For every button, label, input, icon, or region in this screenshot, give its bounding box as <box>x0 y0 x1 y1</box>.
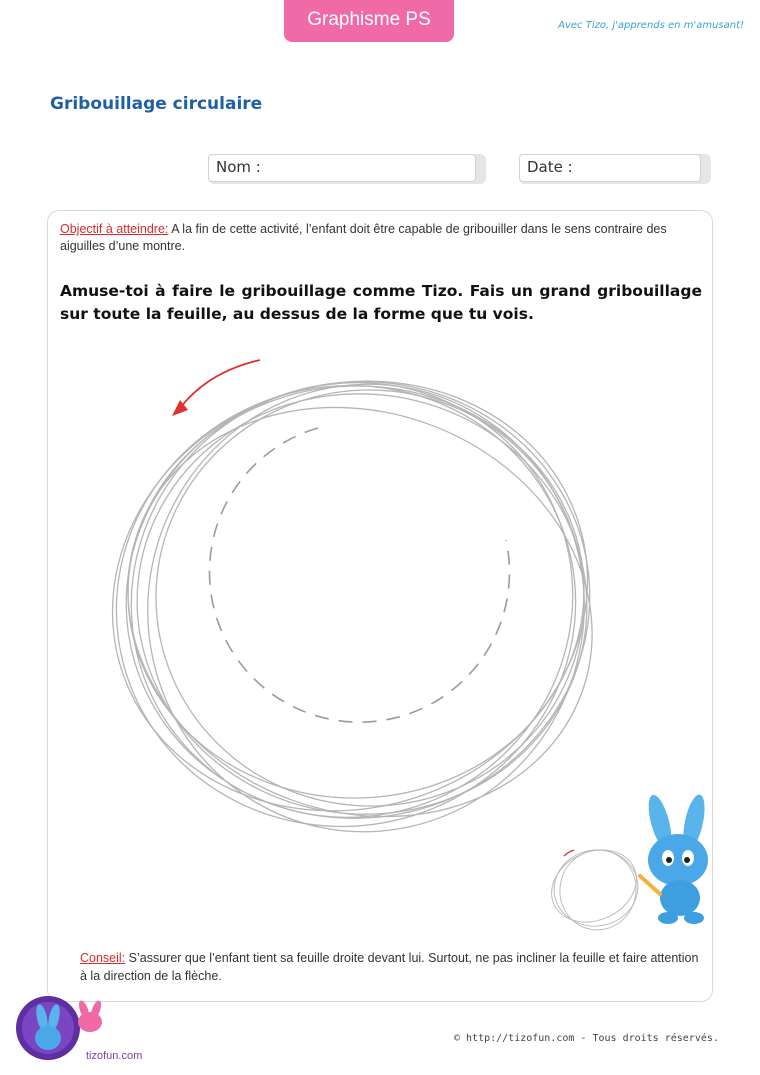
objective-text: A la fin de cette activité, l’enfant doit être capable de gribouiller dans le sens contraire des aiguilles d’une montre. <box>60 222 667 253</box>
copyright: © http://tizofun.com - Tous droits réservés. <box>454 1033 719 1044</box>
objective-label: Objectif à atteindre: <box>60 222 169 236</box>
name-label: Nom : <box>216 158 261 176</box>
direction-arrow <box>180 360 260 408</box>
advice-text: S’assurer que l’enfant tient sa feuille droite devant lui. Surtout, ne pas incliner la feuille et faire attention à la direction de la flèche. <box>80 951 699 983</box>
rabbit-icon <box>640 793 709 924</box>
advice <box>80 949 700 985</box>
tagline: Avec Tizo, j'apprends en m'amusant! <box>558 20 744 31</box>
page-title: Gribouillage circulaire <box>50 94 263 114</box>
header-tab: Graphisme PS <box>284 0 454 42</box>
instruction-text: Amuse-toi à faire le gribouillage comme Tizo. Fais un grand gribouillage sur toute la feuille, au dessus de la forme que tu vois. <box>60 282 702 323</box>
logo-text: tizofun.com <box>86 1050 143 1062</box>
date-label: Date : <box>527 158 573 176</box>
advice-label: Conseil: <box>80 951 126 965</box>
tizo-mascot-illustration <box>548 792 728 932</box>
